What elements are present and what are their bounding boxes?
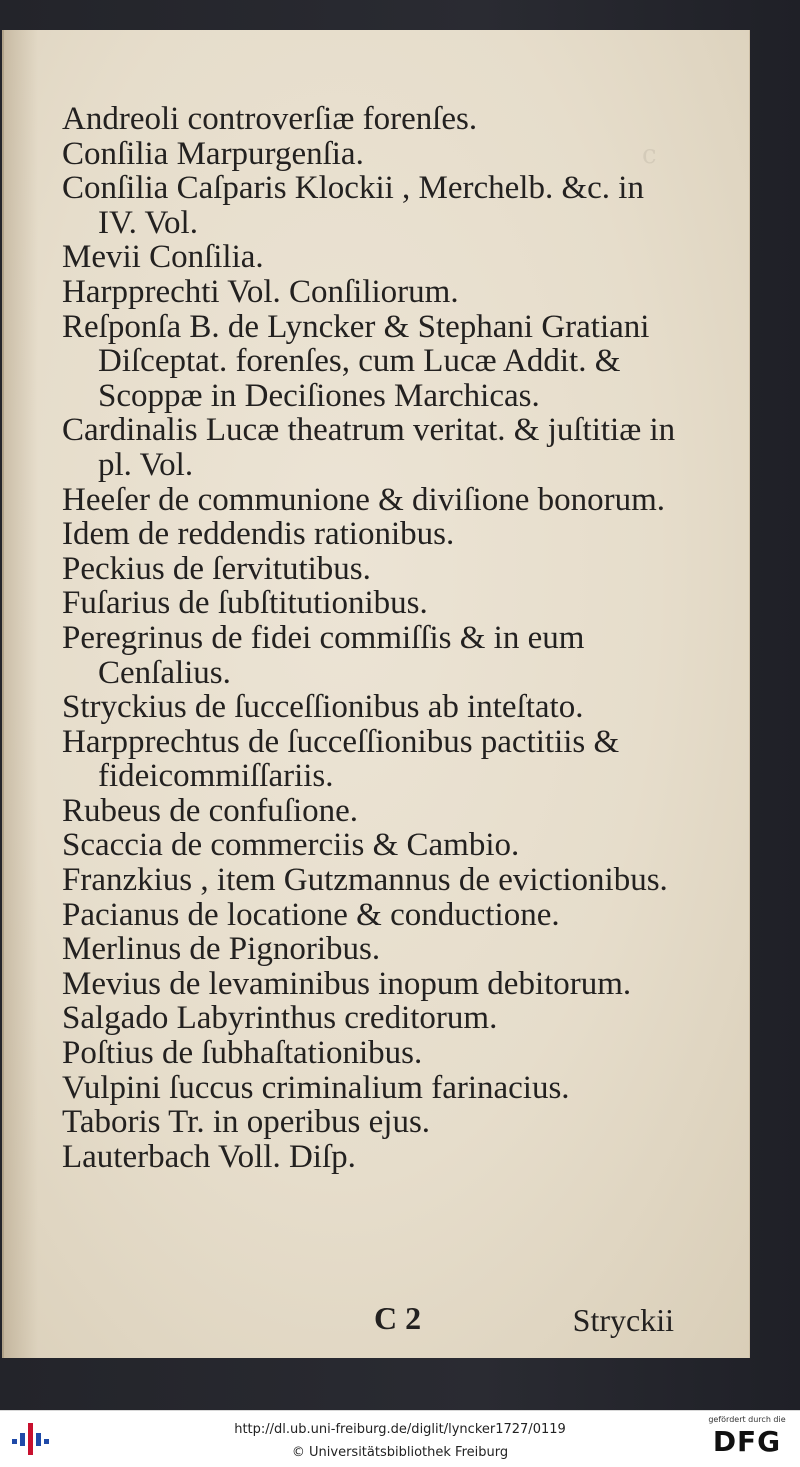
list-item: Conſilia Marpurgenſia. [62, 135, 364, 172]
signature-mark: C 2 [374, 1300, 422, 1336]
list-item: Poſtius de ſubhaſtationibus. [62, 1035, 423, 1072]
list-item: Franzkius , item Gutzmannus de evictionibus. [62, 862, 668, 899]
list-item: Fuſarius de ſubſtitutionibus. [62, 585, 428, 622]
list-item: Lauterbach Voll. Diſp. [62, 1138, 356, 1175]
list-item: Heeſer de communione & diviſione bonorum. [62, 481, 666, 518]
list-item: Harpprechtus de ſucceſſionibus pactitiis & fideicommiſſariis. [62, 723, 620, 795]
book-page: c Andreoli controverſiæ forenſes. Conſilia Marpurgenſia. Conſilia Caſparis Klockii , Merchelb. &c. in IV. Vol. Mevii Conſilia. Harpprechti Vol. Conſiliorum. Reſponſa B. de Lyncker & Stephani Gratiani Diſceptat. forenſes, cum Lucæ Addit. & Scoppæ in Deciſiones Marchicas. Cardinalis Lucæ theatrum veritat. & juſtitiæ in pl. Vol. Heeſer de communione & diviſione bonorum. Idem de reddendis rationibus. Peckius de ſervitutibus. Fuſarius de ſubſtitutionibus. Peregrinus de fidei commiſſis & in eum Cenſalius. Stryckius de ſucceſſionibus ab inteſtato. Harpprechtus de ſucceſſionibus pactitiis & fideicommiſſariis. Rubeus de confuſione. Scaccia de commerciis & Cambio. Franzkius , item Gutzmannus de evictionibus. Pacianus de locatione & conductione. Merlinus de Pignoribus. Mevius de levaminibus inopum debitorum. Salgado Labyrinthus creditorum. Poſtius de ſubhaſtationibus. Vulpini ſuccus criminalium farinacius. Taboris Tr. in operibus ejus. Lauterbach Voll. Diſp. C 2 Stryckii [2, 30, 750, 1358]
viewer-footer-bar [0, 1410, 800, 1467]
dfg-logo-icon [704, 1415, 790, 1463]
list-item: Reſponſa B. de Lyncker & Stephani Gratiani Diſceptat. forenſes, cum Lucæ Addit. & Scoppæ in Deciſiones Marchicas. [62, 308, 650, 414]
list-item: Conſilia Caſparis Klockii , Merchelb. &c. in IV. Vol. [62, 170, 644, 241]
catchword: Stryckii [572, 1302, 674, 1338]
list-item: Peckius de ſervitutibus. [62, 550, 371, 587]
page-footer [2, 1300, 750, 1340]
list-item: Mevii Conſilia. [62, 239, 264, 276]
copyright-notice: © Universitätsbibliothek Freiburg [291, 1445, 509, 1460]
list-item: Scaccia de commerciis & Cambio. [62, 827, 520, 864]
list-item: Taboris Tr. in operibus ejus. [62, 1104, 431, 1141]
list-item: Peregrinus de fidei commiſſis & in eum Cenſalius. [62, 619, 585, 691]
dfg-wordmark: DFG [712, 1425, 782, 1458]
list-item: Salgado Labyrinthus creditorum. [62, 1000, 498, 1037]
list-item: Stryckius de ſucceſſionibus ab inteſtato. [62, 689, 584, 726]
permalink-url[interactable]: http://dl.ub.uni-freiburg.de/diglit/lyncker1727/0119 [234, 1422, 566, 1437]
dfg-tagline: gefördert durch die [708, 1415, 786, 1424]
list-item: Merlinus de Pignoribus. [62, 931, 381, 968]
list-item: Idem de reddendis rationibus. [62, 516, 455, 553]
list-item: Harpprechti Vol. Conſiliorum. [62, 273, 459, 310]
bibliography-list [62, 102, 682, 1174]
list-item: Cardinalis Lucæ theatrum veritat. & juſtitiæ in pl. Vol. [62, 412, 676, 483]
list-item: Rubeus de confuſione. [62, 792, 359, 829]
list-item: Andreoli controverſiæ forenſes. [62, 101, 478, 137]
list-item: Pacianus de locatione & conductione. [62, 896, 560, 933]
list-item: Vulpini ſuccus criminalium farinacius. [62, 1069, 570, 1106]
list-item: Mevius de levaminibus inopum debitorum. [62, 965, 632, 1002]
